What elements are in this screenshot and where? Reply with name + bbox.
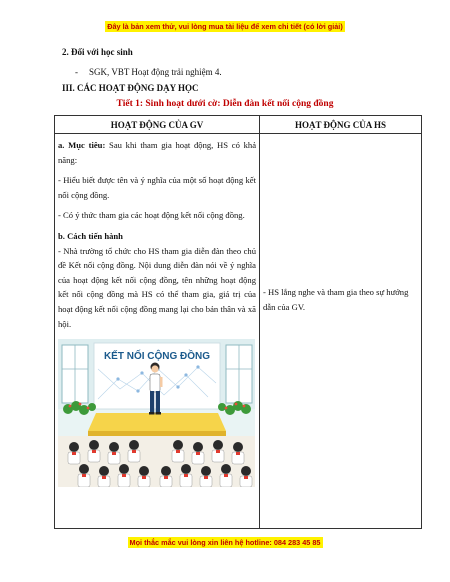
section-2-heading: 2. Đối với học sinh <box>62 47 133 57</box>
activity-table <box>54 115 422 529</box>
teacher-activity-cell <box>55 134 260 529</box>
student-activity-text: - HS lắng nghe và tham gia theo sự hướng dẫn của GV. <box>263 287 409 312</box>
stage-banner-title: KẾT NỐI CỘNG ĐỒNG <box>103 351 211 363</box>
bullet-dash: - <box>75 67 78 77</box>
process-label-text: b. Cách tiến hành <box>58 230 123 241</box>
header-student-activity: HOẠT ĐỘNG CỦA HS <box>260 116 422 134</box>
objective-item-2: - Có ý thức tham gia các hoạt động kết nối cộng đồng. <box>58 210 245 221</box>
objective-item-1: - Hiểu biết được tên và ý nghĩa của một số hoạt động kết nối cộng đồng. <box>58 175 256 200</box>
bullet-text: SGK, VBT Hoạt động trải nghiệm 4. <box>89 67 222 77</box>
lesson-title: Tiết 1: Sinh hoạt dưới cờ: Diễn đàn kết nối cộng đồng <box>116 99 334 109</box>
forum-stage-illustration <box>58 339 255 487</box>
objective-text: Sau khi tham gia hoạt động, HS có khả năng: <box>58 140 257 165</box>
header-teacher-activity: HOẠT ĐỘNG CỦA GV <box>55 116 260 134</box>
section-3-heading: III. CÁC HOẠT ĐỘNG DẠY HỌC <box>62 83 199 93</box>
process-text: - Nhà trường tổ chức cho HS tham gia diễn đàn theo chủ đề Kết nối cộng đồng. Nội dung diễn đàn nói về ý nghĩa của hoạt động kết nối cộng đồng, tên những hoạt động kết nối cộng đồng mà HS có thể tham gia, giá trị của hoạt động kết nối cộng đồng mang lại cho bản thân và xã hội. <box>58 245 256 329</box>
preview-banner <box>0 22 450 31</box>
objective-paragraph <box>58 138 256 167</box>
hotline-banner-text: Mọi thắc mắc vui lòng xin liên hệ hotline: 084 283 45 85 <box>129 538 321 547</box>
process-label <box>58 229 256 244</box>
student-activity-cell <box>260 134 422 529</box>
preview-banner-text: Đây là bản xem thử, vui lòng mua tài liệu để xem chi tiết (có lời giải) <box>107 22 343 31</box>
hotline-banner <box>0 538 450 547</box>
section-2-bullet <box>75 66 222 78</box>
objective-label: a. Mục tiêu: <box>58 140 106 150</box>
